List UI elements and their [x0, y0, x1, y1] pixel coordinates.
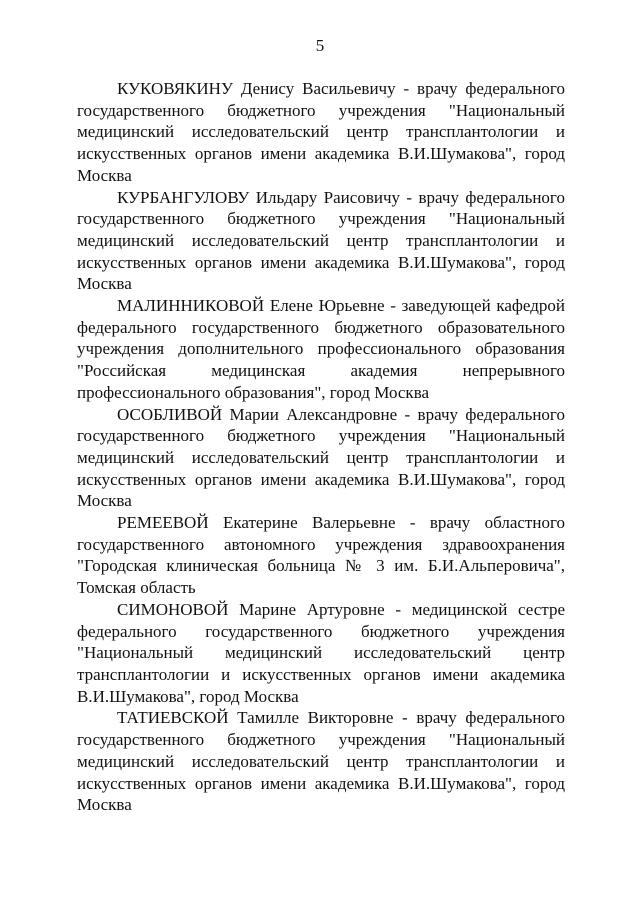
list-item-malinnikova: МАЛИННИКОВОЙ Елене Юрьевне - заведующей кафедрой федерального государственного бюджетного образовательного учреждения дополнительного профессионального образования "Российская медицинская академия непрерывного профессионального образования", город Москва [77, 296, 565, 402]
list-item-tatievskaya: ТАТИЕВСКОЙ Тамилле Викторовне - врачу федерального государственного бюджетного учреждения "Национальный медицинский исследовательский центр трансплантологии и искусственных органов имени академика В.И.Шумакова", город Москва [77, 708, 565, 815]
award-list [77, 78, 565, 816]
list-item-kukovyakin: КУКОВЯКИНУ Денису Васильевичу - врачу федерального государственного бюджетного учреждения "Национальный медицинский исследовательский центр трансплантологии и искусственных органов имени академика В.И.Шумакова", город Москва [77, 79, 565, 185]
list-item-osoblivaya: ОСОБЛИВОЙ Марии Александровне - врачу федерального государственного бюджетного учреждения "Национальный медицинский исследовательский центр трансплантологии и искусственных органов имени академика В.И.Шумакова", город Москва [77, 404, 565, 511]
list-item-remeeva: РЕМЕЕВОЙ Екатерине Валерьевне - врачу областного государственного автономного учреждения здравоохранения "Городская клиническая больница № 3 им. Б.И.Альперовича", Томская область [77, 513, 565, 598]
list-item-simonova: СИМОНОВОЙ Марине Артуровне - медицинской сестре федерального государственного бюджетного учреждения "Национальный медицинский исследовательский центр трансплантологии и искусственных органов имени академика В.И.Шумакова", город Москва [77, 599, 565, 706]
page-number: 5 [315, 36, 325, 55]
list-item-kurbangulov: КУРБАНГУЛОВУ Ильдару Раисовичу - врачу федерального государственного бюджетного учреждения "Национальный медицинский исследовательский центр трансплантологии и искусственных органов имени академика В.И.Шумакова", город Москва [77, 187, 565, 294]
